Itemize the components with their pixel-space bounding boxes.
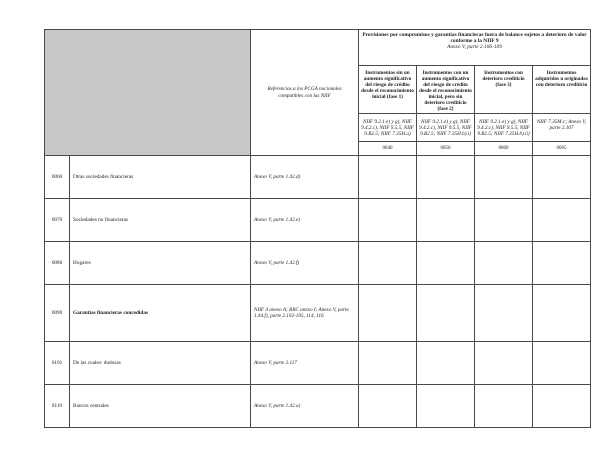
data-cell[interactable] <box>475 199 533 242</box>
table-row <box>45 285 591 342</box>
data-cell[interactable] <box>417 156 475 199</box>
row-code: 0090 <box>45 285 70 342</box>
data-cell[interactable] <box>533 342 591 385</box>
row-ref: Anexo V, parte 1.42.f) <box>251 242 359 285</box>
provisions-group-header <box>359 30 591 66</box>
table-row <box>45 242 591 285</box>
col-header-stage3: Instrumentos con deterioro crediticio (fase 3) <box>475 66 533 114</box>
data-cell[interactable] <box>533 242 591 285</box>
row-code: 0110 <box>45 385 70 428</box>
col-header-stage1: Instrumentos sin un aumento significativo del riesgo de crédito desde el reconocimiento inicial (fase 1) <box>359 66 417 114</box>
data-cell[interactable] <box>475 285 533 342</box>
table-row <box>45 342 591 385</box>
row-label: De las cuales: dudosas <box>70 342 251 385</box>
row-label: Sociedades no financieras <box>70 199 251 242</box>
col-code-0050: 0050 <box>417 142 475 156</box>
data-cell[interactable] <box>359 156 417 199</box>
ref-column-header: Referencias a los PCGA nacionales compatibles con las NIIF <box>251 30 359 156</box>
col-ref-stage1: NIIF 9.2.1.e) y g), NIIF 9.4.2.c), NIIF 9.5.5, NIIF 9.B2.5; NIIF 7.35H.a) <box>359 114 417 142</box>
data-cell[interactable] <box>359 199 417 242</box>
data-cell[interactable] <box>359 285 417 342</box>
group-ref: Anexo V, parte 2.106-109 <box>447 44 502 51</box>
row-ref: Anexo V, parte 1.42.e) <box>251 199 359 242</box>
data-cell[interactable] <box>475 385 533 428</box>
row-ref: Anexo V, parte 1.42.a) <box>251 385 359 428</box>
data-cell[interactable] <box>533 385 591 428</box>
col-header-stage2: Instrumentos con un aumento significativo del riesgo de crédito desde el reconocimiento inicial, pero sin deterioro crediticio (fase 2) <box>417 66 475 114</box>
table-row <box>45 156 591 199</box>
row-code: 0080 <box>45 242 70 285</box>
row-label: Otras sociedades financieras <box>70 156 251 199</box>
col-ref-poci: NIIF 7.35M.c; Anexo V, parte 2.107 <box>533 114 591 142</box>
col-code-0065: 0065 <box>533 142 591 156</box>
row-ref: Anexo V, parte 2.117 <box>251 342 359 385</box>
financial-report-table <box>44 29 591 428</box>
col-header-poci: Instrumentos adquiridos u originados con deterioro crediticio <box>533 66 591 114</box>
data-cell[interactable] <box>533 156 591 199</box>
table-row <box>45 385 591 428</box>
data-cell[interactable] <box>417 342 475 385</box>
row-ref: NIIF 4 anexo A; RRC anexo I; Anexo V, parte 1.44.f), parte 2.102-105, 114, 116 <box>251 285 359 342</box>
col-ref-stage3: NIIF 9.2.1.e) y g), NIIF 9.4.2.c), NIIF 9.5.5, NIIF 9.B2.5; NIIF 7.35H.b).ii) <box>475 114 533 142</box>
row-label: Garantías financieras concedidas <box>70 285 251 342</box>
group-title: Provisiones por compromisos y garantías financieras fuera de balance sujetos a deterioro de valor conforme a la NIIF 9 <box>362 32 587 45</box>
row-label: Bancos centrales <box>70 385 251 428</box>
row-label: Hogares <box>70 242 251 285</box>
data-cell[interactable] <box>417 199 475 242</box>
data-cell[interactable] <box>417 285 475 342</box>
data-cell[interactable] <box>417 385 475 428</box>
data-cell[interactable] <box>533 199 591 242</box>
row-code: 0060 <box>45 156 70 199</box>
col-code-0060: 0060 <box>475 142 533 156</box>
row-code: 0070 <box>45 199 70 242</box>
data-cell[interactable] <box>359 385 417 428</box>
data-cell[interactable] <box>359 242 417 285</box>
data-cell[interactable] <box>359 342 417 385</box>
table-row <box>45 199 591 242</box>
data-cell[interactable] <box>533 285 591 342</box>
row-ref: Anexo V, parte 1.42.d) <box>251 156 359 199</box>
corner-blank-cell <box>45 30 251 156</box>
col-ref-stage2: NIIF 9.2.1.e) y g), NIIF 9.4.2.c), NIIF 9.5.5, NIIF 9.B2.5; NIIF 7.35H.b).i) <box>417 114 475 142</box>
row-code: 0101 <box>45 342 70 385</box>
data-cell[interactable] <box>475 156 533 199</box>
data-cell[interactable] <box>475 242 533 285</box>
data-cell[interactable] <box>475 342 533 385</box>
data-cell[interactable] <box>417 242 475 285</box>
col-code-0040: 0040 <box>359 142 417 156</box>
